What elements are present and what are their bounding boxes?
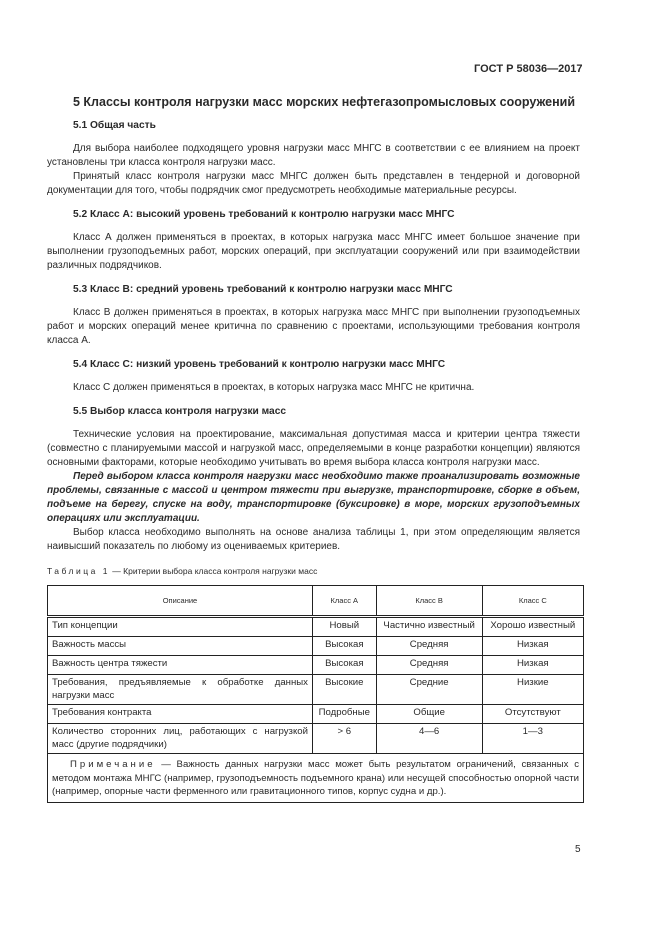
table-note [48, 754, 584, 803]
subsection-title-5-5: 5.5 Выбор класса контроля нагрузки масс [73, 406, 287, 417]
table-cell: 1—3 [482, 724, 583, 754]
paragraph: Класс С должен применяться в проектах, в которых нагрузка масс МНГС не критична. [73, 382, 475, 393]
column-header: Описание [48, 586, 313, 617]
table-cell: 4—6 [376, 724, 482, 754]
table-cell: Частично известный [376, 617, 482, 637]
table-cell: Требования, предъявляемые к обработке данных нагрузки масс [48, 675, 313, 705]
table-cell: Хорошо известный [482, 617, 583, 637]
table-cell: Тип концепции [48, 617, 313, 637]
table-caption-label: Таблица 1 [47, 566, 110, 576]
paragraph: Принятый класс контроля нагрузки масс МНГС должен быть представлен в тендерной и договорной документации для того, чтобы подрядчик смог предусмотреть необходимые материальные ресурсы. [47, 171, 580, 196]
table-cell: Требования контракта [48, 705, 313, 724]
paragraph-emphasis: Перед выбором класса контроля нагрузки масс необходимо также проанализировать возможные проблемы, связанные с массой и центром тяжести при выгрузке, транспортировке, сборке в объем, подъеме на берегу, спуске на воду, транспортировке (буксировке) в море, морских грузоподъемных операциях или эксплуатации. [47, 471, 580, 524]
paragraph: Для выбора наиболее подходящего уровня нагрузки масс МНГС в соответствии с ее влиянием на проект установлены три класса контроля нагрузки масс. [47, 143, 580, 168]
note-text: — Важность данных нагрузки масс может быть результатом ограничений, связанных с методом монтажа МНГС (например, грузоподъемность подъемного крана) или несущей способностью опорной части (например, опорные части ферменного или гравитационного типов, корпус судна и др.). [52, 759, 579, 797]
table-header-row [48, 586, 584, 617]
table-cell: Средняя [376, 637, 482, 656]
table-cell: Отсутствуют [482, 705, 583, 724]
table-caption [47, 566, 580, 576]
table-row [48, 724, 584, 754]
subsection-title-5-3: 5.3 Класс В: средний уровень требований к контролю нагрузки масс МНГС [73, 284, 453, 295]
paragraph: Класс В должен применяться в проектах, в которых нагрузка масс МНГС при выполнении грузоподъемных работ и морских операций менее критична по сравнению с проектами, использующими требования контроля класса А. [47, 307, 580, 346]
page-number: 5 [575, 844, 581, 855]
column-header: Класс С [482, 586, 583, 617]
table-row [48, 637, 584, 656]
paragraph: Класс А должен применяться в проектах, в которых нагрузка масс МНГС имеет большое значение при выполнении грузоподъемных работ, морских операций, при эксплуатации сооружений или при взаимодействии различных подрядчиков. [47, 232, 580, 271]
column-header: Класс А [312, 586, 376, 617]
table-cell: Высокая [312, 656, 376, 675]
table-cell: Средняя [376, 656, 482, 675]
table-row [48, 675, 584, 705]
table-cell: Важность центра тяжести [48, 656, 313, 675]
table-cell: Высокие [312, 675, 376, 705]
table-cell: Низкая [482, 637, 583, 656]
table-cell: Количество сторонних лиц, работающих с нагрузкой масс (другие подрядчики) [48, 724, 313, 754]
standard-code: ГОСТ Р 58036—2017 [474, 63, 583, 75]
subsection-title-5-1: 5.1 Общая часть [73, 120, 156, 131]
table-caption-text: — Критерии выбора класса контроля нагрузки масс [109, 566, 318, 576]
table-cell: Подробные [312, 705, 376, 724]
note-label: Примечание [70, 759, 156, 770]
table-note-row [48, 754, 584, 803]
section-title: 5 Классы контроля нагрузки масс морских нефтегазопромысловых сооружений [73, 95, 576, 109]
subsection-title-5-4: 5.4 Класс С: низкий уровень требований к контролю нагрузки масс МНГС [73, 359, 446, 370]
paragraph: Выбор класса необходимо выполнять на основе анализа таблицы 1, при этом определяющим является наивысший показатель по любому из оцениваемых критериев. [47, 527, 580, 552]
table-row [48, 656, 584, 675]
document-body [47, 94, 580, 803]
subsection-title-5-2: 5.2 Класс А: высокий уровень требований к контролю нагрузки масс МНГС [73, 209, 455, 220]
criteria-table [47, 585, 584, 803]
table-cell: > 6 [312, 724, 376, 754]
column-header: Класс В [376, 586, 482, 617]
table-cell: Низкие [482, 675, 583, 705]
table-cell: Новый [312, 617, 376, 637]
paragraph: Технические условия на проектирование, максимальная допустимая масса и критерии центра тяжести (совместно с планируемыми массой и нагрузкой масс, определяемыми в конце разработки концепции) являются основными факторами, которые необходимо учитывать во время выбора класса контроля нагрузки масс. [47, 429, 580, 468]
table-row [48, 617, 584, 637]
table-cell: Низкая [482, 656, 583, 675]
table-row [48, 705, 584, 724]
table-cell: Средние [376, 675, 482, 705]
table-cell: Общие [376, 705, 482, 724]
table-cell: Важность массы [48, 637, 313, 656]
table-cell: Высокая [312, 637, 376, 656]
